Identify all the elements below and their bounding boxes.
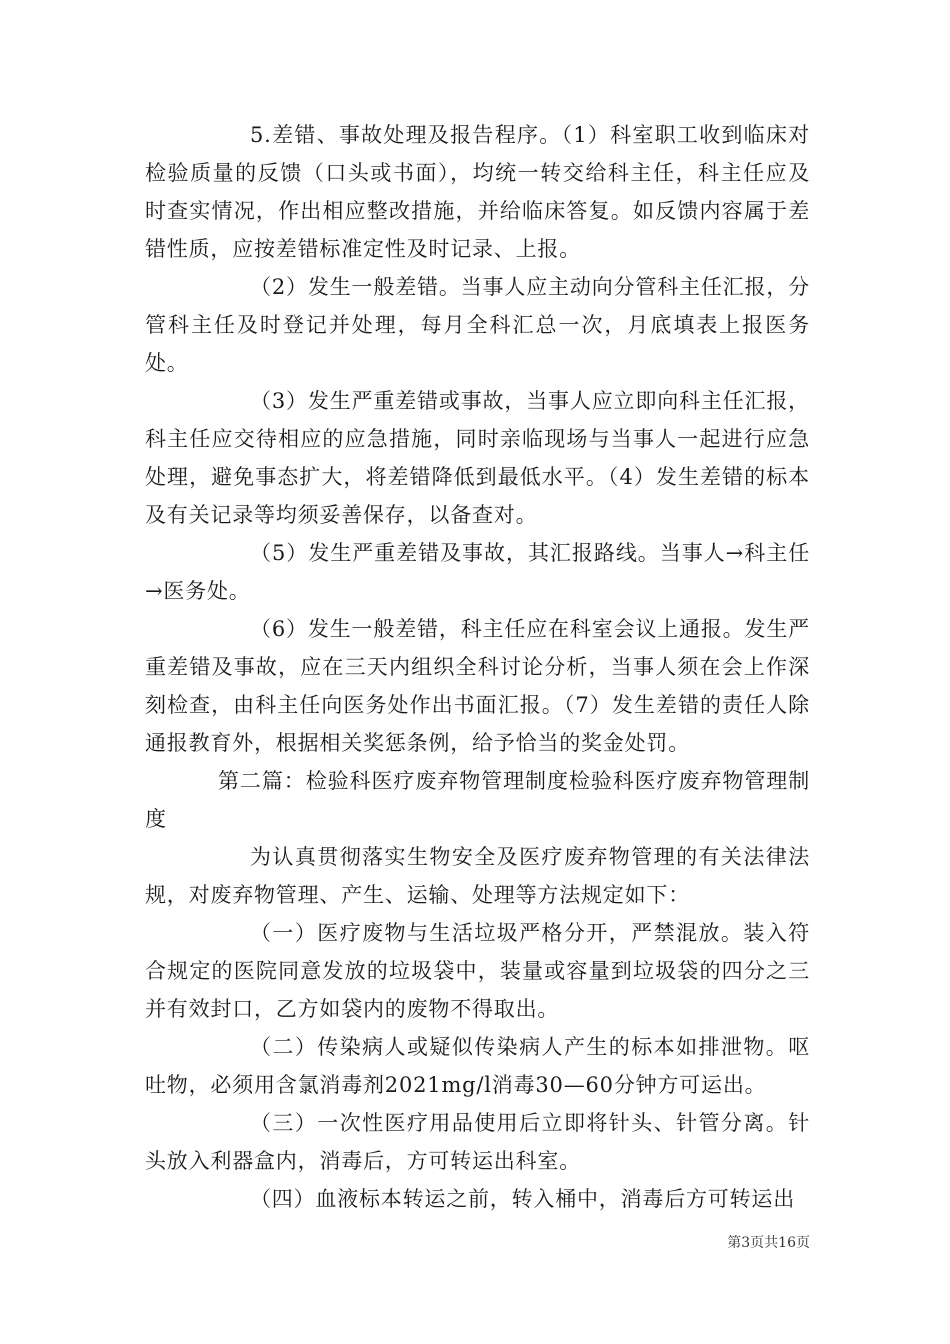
paragraph-item-4: （四）血液标本转运之前，转入桶中，消毒后方可转运出 <box>250 1187 795 1211</box>
paragraph-intro: 为认真贯彻落实生物安全及医疗废弃物管理的有关法律法规，对废弃物管理、产生、运输、处理等方法规定如下： <box>145 845 810 907</box>
document-body <box>145 116 810 1218</box>
paragraph-serious-error: （3）发生严重差错或事故，当事人应立即向科主任汇报，科主任应交待相应的应急措施，同时亲临现场与当事人一起进行应急处理，避免事态扩大，将差错降低到最低水平。（4）发生差错的标本及有关记录等均须妥善保存，以备查对。 <box>145 389 810 527</box>
paragraph-item-2: （二）传染病人或疑似传染病人产生的标本如排泄物。呕吐物，必须用含氯消毒剂2021mg/l消毒30—60分钟方可运出。 <box>145 1035 810 1097</box>
paragraph-meeting-report: （6）发生一般差错，科主任应在科室会议上通报。发生严重差错及事故，应在三天内组织全科讨论分析，当事人须在会上作深刻检查，由科主任向医务处作出书面汇报。（7）发生差错的责任人除通报教育外，根据相关奖惩条例，给予恰当的奖金处罚。 <box>145 617 810 755</box>
paragraph-general-error: （2）发生一般差错。当事人应主动向分管科主任汇报，分管科主任及时登记并处理，每月全科汇总一次，月底填表上报医务处。 <box>145 275 810 375</box>
paragraph-error-handling: 5.差错、事故处理及报告程序。（1）科室职工收到临床对检验质量的反馈（口头或书面），均统一转交给科主任，科主任应及时查实情况，作出相应整改措施，并给临床答复。如反馈内容属于差错性质，应按差错标准定性及时记录、上报。 <box>145 123 810 261</box>
paragraph-item-1: （一）医疗废物与生活垃圾严格分开，严禁混放。装入符合规定的医院同意发放的垃圾袋中，装量或容量到垃圾袋的四分之三并有效封口，乙方如袋内的废物不得取出。 <box>145 921 810 1021</box>
paragraph-report-route: （5）发生严重差错及事故，其汇报路线。当事人→科主任→医务处。 <box>145 541 810 603</box>
page-number: 第3页共16页 <box>727 1235 810 1251</box>
paragraph-item-3: （三）一次性医疗用品使用后立即将针头、针管分离。针头放入利器盒内，消毒后，方可转运出科室。 <box>145 1111 810 1173</box>
section-heading: 第二篇：检验科医疗废弃物管理制度检验科医疗废弃物管理制度 <box>145 769 810 831</box>
